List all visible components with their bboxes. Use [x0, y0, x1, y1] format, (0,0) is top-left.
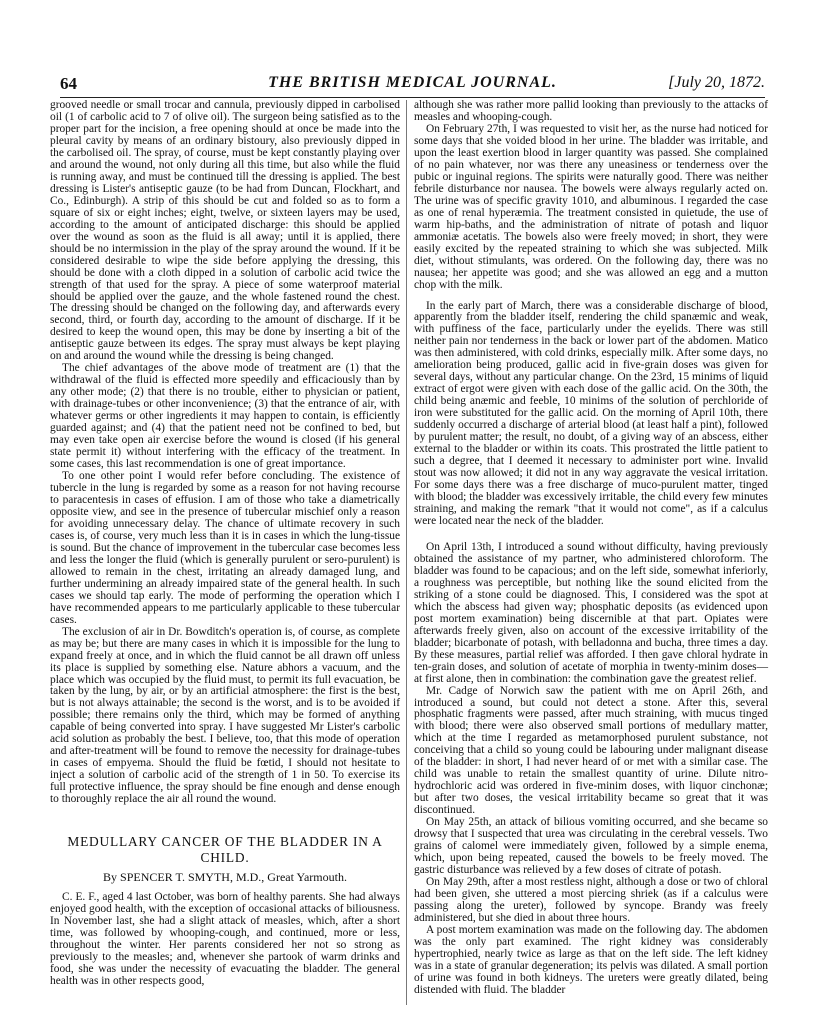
paragraph: On February 27th, I was requested to visit her, as the nurse had noticed for some days that she voided blood in her urine. The bladder was irritable, and upon the least exertion blood in larger quantity was passed. She complained of no pain whatever, nor was there any uneasiness or tenderness over the pubic or inguinal regions. The spirits were naturally good. There was neither febrile disturbance nor nausea. The bowels were always regularly acted on. The urine was of specific gravity 1010, and albuminous. I regarded the case as one of renal hyperæmia. The treatment consisted in quietude, the use of warm hip-baths, and the administration of nitrate of potash and liquor ammoniæ acetatis. The bowels also were freely moved; in short, they were easily excited by the repeated straining to which she was subjected. Milk diet, without stimulants, was ordered. On the following day, there was no nausea; her appetite was good; and she was allowed an egg and a mutton chop with the milk.: [414, 122, 768, 291]
article-paragraph: C. E. F., aged 4 last October, was born of healthy parents. She had always enjoyed good health, with the exception of occasional attacks of biliousness. In November last, she had a slight attack of measles, which, after a short time, was followed by whooping-cough, and continued, more or less, throughout the winter. Her parents considered her not so strong as previously to the measles; and, whenever she partook of warm drinks and food, she was under the necessity of evacuating the bladder. The general health was in other respects good,: [50, 891, 400, 987]
paragraph: On May 25th, an attack of bilious vomiting occurred, and she became so drowsy that I suspected that urea was circulating in the cerebral vessels. Two grains of calomel were immediately given, followed by a simple enema, which, upon being repeated, caused the bowels to be freely moved. The gastric disturbance was relieved by a few doses of citrate of potash.: [414, 816, 768, 877]
byline-prefix: By: [103, 870, 118, 885]
paragraph: grooved needle or small trocar and cannula, previously dipped in carbolised oil (1 of carbolic acid to 7 of olive oil). The surgeon being satisfied as to the proper part for the incision, a free opening should at once be made into the pleural cavity by means of an ordinary bistoury, also previously dipped in the carbolised oil. The spray, of course, must be kept constantly playing over and around the wound, not only during all this time, but also while the fluid is running away, and must be continued till the dressing is applied. The best dressing is Lister's antiseptic gauze (to be had from Duncan, Flockhart, and Co., Edinburgh). A strip of this should be cut and folded so as to form a square of six or eight inches; eight, twelve, or sixteen layers may be used, according to the amount of anticipated discharge: this should be applied over the wound as soon as the fluid is all away; until it is applied, there should be no intermission in the play of the spray around the wound. If it be considered desirable to wipe the side before applying the dressing, this should be done with a cloth dipped in a solution of carbolic acid twice the strength of that used for the spray. A piece of some waterproof material should be applied over the gauze, and the whole fastened round the chest. The dressing should be changed on the following day, and afterwards every second, third, or fourth day, according to the amount of discharge. If it be desired to keep the wound open, this may be done by inserting a bit of the antiseptic gauze between its edges. The spray must always be kept playing on and around the wound while the dressing is being changed.: [50, 99, 400, 363]
page-number: 64: [60, 74, 77, 93]
article-byline: [50, 872, 400, 884]
column-divider: [406, 100, 407, 1005]
paragraph: Mr. Cadge of Norwich saw the patient with me on April 26th, and introduced a sound, but could not detect a stone. After this, several phosphatic fragments were passed, after much straining, with mucus tinged with blood; there were also observed small portions of medullary matter, which at the time I regarded as metamorphosed purulent substance, not conceiving that a child so young could be labouring under malignant disease of the bladder: in short, I had never heard of or met with a similar case. The child was unable to retain the smallest quantity of urine. Dilute nitro-hydrochloric acid was ordered in five-minim doses, with liquor cinchonæ; but after two doses, the vesical irritability became so great that it was discontinued.: [414, 684, 768, 817]
article-title: MEDULLARY CANCER OF THE BLADDER IN A CHILD.: [67, 834, 383, 866]
paragraph: On April 13th, I introduced a sound without difficulty, having previously obtained the assistance of my partner, who administered chloroform. The bladder was found to be capacious; and on the left side, somewhat inferiorly, a roughness was perceptible, but nothing like the sound elicited from the striking of a stone could be diagnosed. This, I considered was the spot at which the abscess had given way; phosphatic deposits (as evidenced upon post mortem examination) being discernible at that part. Opiates were afterwards freely given, also on account of the excessive irritability of the bladder; bicarbonate of potash, with belladonna and bucha, three times a day. By these measures, partial relief was afforded. I then gave chloral hydrate in ten-grain doses, and solution of acetate of morphia in twenty-minim doses—at first alone, then in combination: the combination gave the greatest relief.: [414, 540, 768, 685]
paragraph: To one other point I would refer before concluding. The existence of tubercle in the lung is regarded by some as a reason for not having recourse to paracentesis in cases of effusion. I am of those who take a diametrically opposite view, and see in the presence of tubercular mischief only a reason for avoiding unnecessary delay. The chance of ultimate recovery in such cases is, of course, very much less than it is in cases in which the lung-tissue is sound. But the chance of improvement in the tubercular case becomes less and less the longer the fluid (which is generally purulent or sero-purulent) is allowed to remain in the chest, irritating an already damaged lung, and further undermining an already impaired state of the general health. In such cases we should tap early. The mode of performing the operation which I have recommended appears to me particularly applicable to these tubercular cases.: [50, 470, 400, 626]
paragraph: On May 29th, after a most restless night, although a dose or two of chloral had been given, she uttered a most piercing shriek (as if a calculus were passing along the ureter), followed by syncope. Brandy was freely administered, but she died in about three hours.: [414, 876, 768, 924]
paragraph: although she was rather more pallid looking than previously to the attacks of measles and whooping-cough.: [414, 99, 768, 123]
paragraph: A post mortem examination was made on the following day. The abdomen was the only part examined. The right kidney was considerably hypertrophied, nearly twice as large as that on the left side. The left kidney was in a state of granular degeneration; its pelvis was dilated. A small portion of urine was found in both kidneys. The ureters were greatly dilated, being distended with fluid. The bladder: [414, 923, 768, 996]
issue-date: [July 20, 1872.: [668, 74, 765, 91]
journal-title: THE BRITISH MEDICAL JOURNAL.: [268, 74, 557, 91]
left-column: [50, 100, 400, 988]
header-rule: [60, 97, 765, 98]
paragraph: The chief advantages of the above mode of treatment are (1) that the withdrawal of the fluid is effected more speedily and efficaciously than by any other mode; (2) that there is no trouble, either to physician or patient, with drainage-tubes or other inconvenience; (3) that the entrance of air, with whatever germs or other ingredients it may happen to contain, is efficiently guarded against; and (4) that the patient need not be confined to bed, but may even take open air exercise before the wound is closed (if his general state permit it) without interfering with the efficacy of the treatment. In some cases, this last recommendation is one of great importance.: [50, 362, 400, 471]
byline-place: Great Yarmouth.: [267, 870, 347, 885]
right-column: [414, 100, 768, 997]
running-head: [60, 74, 765, 96]
byline-author: SPENCER T. SMYTH, M.D.,: [120, 870, 265, 885]
paragraph: The exclusion of air in Dr. Bowditch's operation is, of course, as complete as may be; but there are many cases in which it is impossible for the lung to expand freely at once, and in which the fluid cannot be all drawn off unless its place is supplied by something else. Nature abhors a vacuum, and the place which was occupied by the fluid must, to permit its full evacuation, be taken by the lung, by air, or by an artificial atmosphere: the first is the best, but is not always attainable; the second is the worst, and is to be avoided if possible; there remains only the third, which may be formed of anything capable of being converted into spray. I have suggested Mr Lister's carbolic acid solution as probably the best. I believe, too, that this mode of operation and after-treatment will be found to remove the necessity for drainage-tubes in cases of empyema. Should the fluid be fœtid, I should not hesitate to inject a solution of carbolic acid of the strength of 1 in 50. To exercise its full protective influence, the spray should be fine enough and dense enough to thoroughly replace the air all round the wound.: [50, 625, 400, 806]
paragraph: In the early part of March, there was a considerable discharge of blood, apparently from the bladder itself, rendering the child spanæmic and weak, with puffiness of the face, particularly under the eyelids. There was still neither pain nor tenderness in the back or lower part of the abdomen. Matico was then administered, with cold drinks, especially milk. After some days, no amelioration being produced, gallic acid in five-grain doses was given for several days, without any particular change. On the 23rd, 15 minims of liquid extract of ergot were given with each dose of the gallic acid. On the 30th, the child being anæmic and feeble, 10 minims of the solution of perchloride of iron were substituted for the gallic acid. On the morning of April 10th, there suddenly occurred a discharge of arterial blood (at least half a pint), followed by purulent matter; the result, no doubt, of a giving way of an abscess, either external to the bladder or within its coats. This prostrated the little patient to such a degree, that I deemed it necessary to administer port wine. Invalid stout was now allowed; it did not in any way aggravate the vesical irritation. For some days there was a free discharge of muco-purulent matter, tinged with blood; the bladder was excessively irritable, the child every few minutes straining, and making the remark "that it would not come", as if a calculus were located near the neck of the bladder.: [414, 299, 768, 527]
